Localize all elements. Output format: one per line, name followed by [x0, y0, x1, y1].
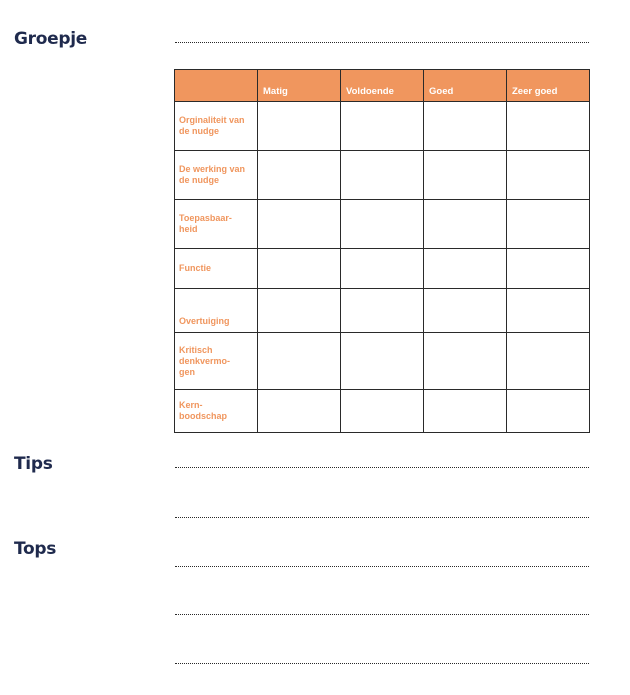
score-cell[interactable] — [258, 200, 341, 249]
criterion-text: Toepasbaar-heid — [179, 213, 232, 234]
score-cell[interactable] — [341, 289, 424, 333]
tops-input-line-2[interactable] — [175, 614, 589, 615]
score-cell[interactable] — [424, 102, 507, 151]
score-cell[interactable] — [341, 102, 424, 151]
score-cell[interactable] — [258, 333, 341, 390]
criterion-label — [175, 249, 258, 289]
tips-label: Tips — [14, 454, 53, 474]
score-cell[interactable] — [424, 200, 507, 249]
table-header-row — [175, 70, 590, 102]
criterion-text: Functie — [179, 263, 212, 273]
table-row — [175, 249, 590, 289]
score-cell[interactable] — [424, 289, 507, 333]
score-cell[interactable] — [424, 151, 507, 200]
group-label: Groepje — [14, 29, 87, 49]
table-row — [175, 390, 590, 433]
criterion-label — [175, 333, 258, 390]
header-matig: Matig — [258, 70, 341, 102]
table-row — [175, 151, 590, 200]
score-cell[interactable] — [258, 289, 341, 333]
score-cell[interactable] — [507, 102, 590, 151]
tops-input-line-3[interactable] — [175, 663, 589, 664]
score-cell[interactable] — [424, 333, 507, 390]
group-input-line[interactable] — [175, 42, 589, 43]
score-cell[interactable] — [507, 333, 590, 390]
tips-input-line-1[interactable] — [175, 467, 589, 468]
score-cell[interactable] — [258, 102, 341, 151]
criterion-text: De werking van de nudge — [179, 164, 246, 185]
criterion-label — [175, 289, 258, 333]
score-cell[interactable] — [507, 151, 590, 200]
criterion-text: Orginaliteit van de nudge — [179, 115, 245, 136]
score-cell[interactable] — [424, 249, 507, 289]
criterion-text: Kern-boodschap — [179, 400, 228, 421]
score-cell[interactable] — [507, 249, 590, 289]
score-cell[interactable] — [507, 200, 590, 249]
criterion-label — [175, 151, 258, 200]
score-cell[interactable] — [258, 151, 341, 200]
criterion-label — [175, 200, 258, 249]
header-voldoende: Voldoende — [341, 70, 424, 102]
score-cell[interactable] — [424, 390, 507, 433]
criterion-label — [175, 102, 258, 151]
score-cell[interactable] — [341, 333, 424, 390]
table-row — [175, 200, 590, 249]
table-row — [175, 102, 590, 151]
criterion-text: Kritisch denkvermo-gen — [179, 344, 231, 377]
tops-label: Tops — [14, 539, 57, 559]
score-cell[interactable] — [507, 289, 590, 333]
tops-input-line-1[interactable] — [175, 566, 589, 567]
score-cell[interactable] — [507, 390, 590, 433]
score-cell[interactable] — [341, 200, 424, 249]
score-cell[interactable] — [258, 249, 341, 289]
header-zeer-goed: Zeer goed — [507, 70, 590, 102]
criterion-text: Overtuiging — [179, 316, 230, 326]
score-cell[interactable] — [341, 390, 424, 433]
score-cell[interactable] — [258, 390, 341, 433]
table-row — [175, 333, 590, 390]
score-cell[interactable] — [341, 151, 424, 200]
header-goed: Goed — [424, 70, 507, 102]
criterion-label — [175, 390, 258, 433]
evaluation-table — [174, 69, 590, 433]
table-row — [175, 289, 590, 333]
tips-input-line-2[interactable] — [175, 517, 589, 518]
header-corner-cell — [175, 70, 258, 102]
score-cell[interactable] — [341, 249, 424, 289]
